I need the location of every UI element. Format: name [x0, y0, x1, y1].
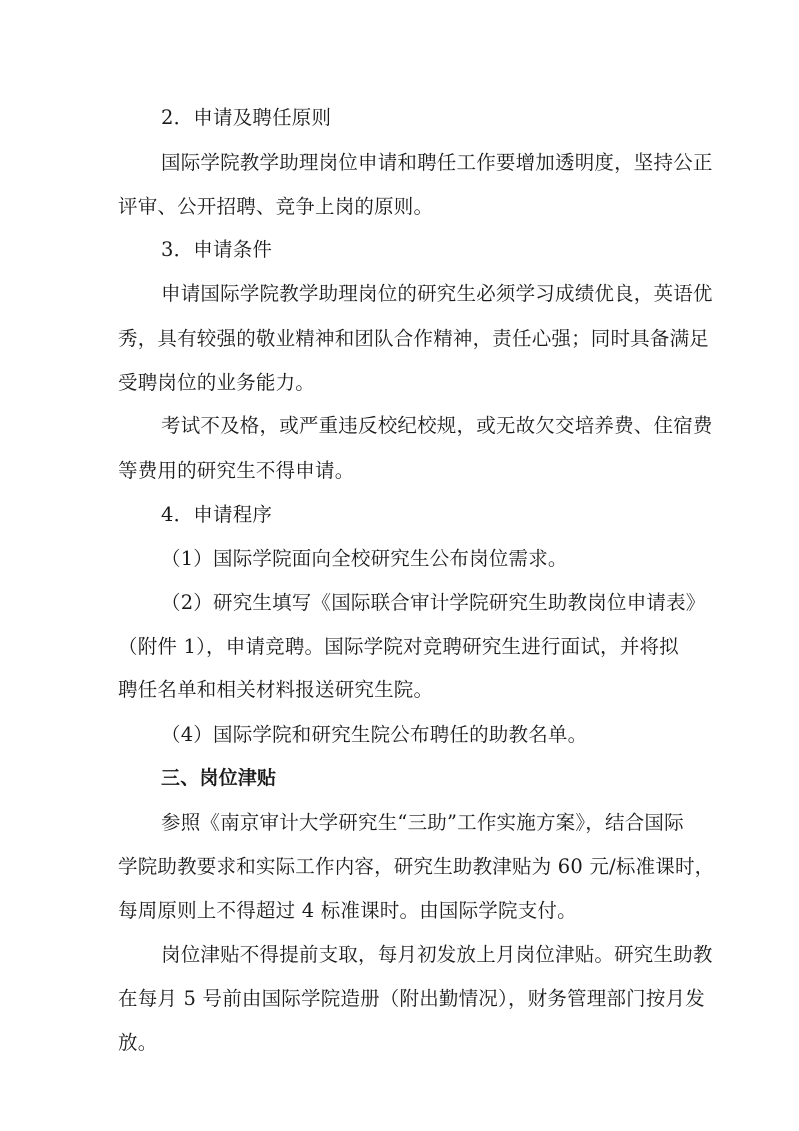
- section-heading-application-conditions: 3．申请条件: [161, 238, 273, 261]
- section-heading-position-allowance: 三、岗位津贴: [161, 767, 277, 789]
- section-heading-application-procedure: 4．申请程序: [161, 503, 273, 526]
- paragraph-line: 岗位津贴不得提前支取，每月初发放上月岗位津贴。研究生助教: [161, 943, 713, 966]
- paragraph-line: （附件 1），申请竞聘。国际学院对竞聘研究生进行面试，并将拟: [118, 635, 679, 658]
- paragraph-line: 申请国际学院教学助理岗位的研究生必须学习成绩优良，英语优: [161, 282, 713, 305]
- paragraph-line: 秀，具有较强的敬业精神和团队合作精神，责任心强；同时具备满足: [118, 327, 710, 350]
- paragraph-line: 评审、公开招聘、竞争上岗的原则。: [118, 195, 434, 218]
- list-item-procedure-4: （4）国际学院和研究生院公布聘任的助教名单。: [161, 723, 588, 746]
- paragraph-line: 在每月 5 号前由国际学院造册（附出勤情况），财务管理部门按月发: [118, 987, 705, 1010]
- list-item-procedure-2: （2）研究生填写《国际联合审计学院研究生助教岗位申请表》: [161, 591, 706, 614]
- paragraph-line: 学院助教要求和实际工作内容，研究生助教津贴为 60 元/标准课时，: [118, 855, 715, 878]
- paragraph-line: 每周原则上不得超过 4 标准课时。由国际学院支付。: [118, 899, 577, 922]
- paragraph-line: 等费用的研究生不得申请。: [118, 459, 355, 482]
- paragraph-line: 放。: [118, 1031, 158, 1054]
- paragraph-line: 国际学院教学助理岗位申请和聘任工作要增加透明度，坚持公正: [161, 151, 713, 174]
- paragraph-line: 受聘岗位的业务能力。: [118, 371, 316, 394]
- paragraph-line: 聘任名单和相关材料报送研究生院。: [118, 678, 434, 701]
- paragraph-line: 参照《南京审计大学研究生“三助”工作实施方案》，结合国际: [161, 811, 684, 834]
- list-item-procedure-1: （1）国际学院面向全校研究生公布岗位需求。: [161, 547, 568, 570]
- section-heading-application-principles: 2．申请及聘任原则: [161, 106, 332, 129]
- paragraph-line: 考试不及格，或严重违反校纪校规，或无故欠交培养费、住宿费: [161, 414, 713, 437]
